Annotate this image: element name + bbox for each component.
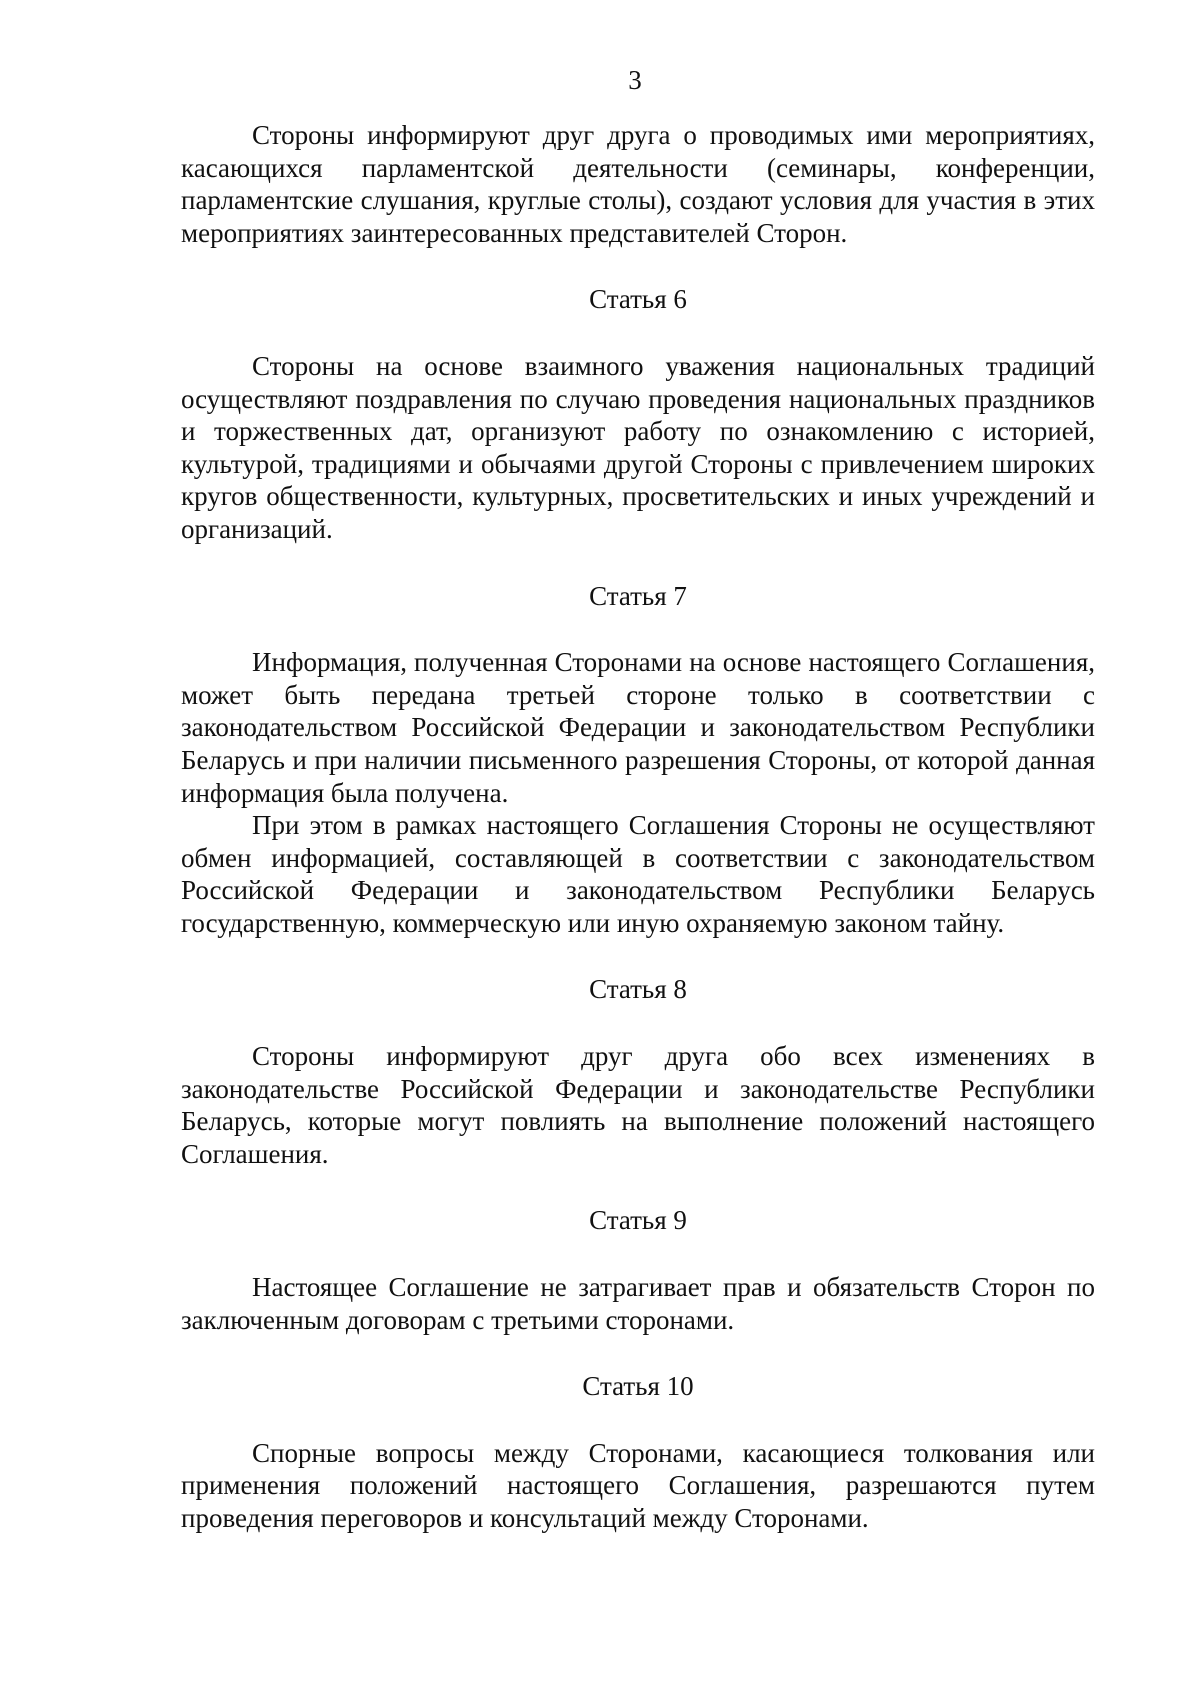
heading-article-6: Статья 6 (589, 284, 687, 315)
paragraph-article5-text: Стороны информируют друг друга о проводимых ими мероприятиях, касающихся парламентской деятельности (семинары, конференции, парламентские слушания, круглые столы), создают условия для участия в этих мероприятиях заинтересованных представителей Сторон. (181, 120, 1095, 248)
paragraph-article7-text-1: Информация, полученная Сторонами на основе настоящего Соглашения, может быть передана третьей стороне только в соответствии с законодательством Российской Федерации и законодательством Республики Беларусь и при наличии письменного разрешения Стороны, от которой данная информация была получена. (181, 647, 1095, 808)
heading-article-10: Статья 10 (582, 1371, 694, 1402)
paragraph-article10-text: Спорные вопросы между Сторонами, касающиеся толкования или применения положений настоящего Соглашения, разрешаются путем проведения переговоров и консультаций между Сторонами. (181, 1437, 1095, 1533)
document-body (181, 119, 1095, 1535)
paragraph-article8-text: Стороны информируют друг друга обо всех изменениях в законодательстве Российской Федерации и законодательстве Республики Беларусь, которые могут повлиять на выполнение положений настоящего Соглашения. (181, 1041, 1095, 1169)
page-number: 3 (628, 65, 642, 95)
heading-article-9: Статья 9 (589, 1205, 687, 1236)
paragraph-article6-text: Стороны на основе взаимного уважения национальных традиций осуществляют поздравления по случаю проведения национальных праздников и торжественных дат, организуют работу по ознакомлению с историей, культурой, традициями и обычаями другой Стороны с привлечением широких кругов общественности, культурных, просветительских и иных учреждений и организаций. (181, 350, 1095, 544)
paragraph-article7-text-2: При этом в рамках настоящего Соглашения Стороны не осуществляют обмен информацией, составляющей в соответствии с законодательством Российской Федерации и законодательством Республики Беларусь государственную, коммерческую или иную охраняемую законом тайну. (181, 810, 1095, 938)
heading-article-7: Статья 7 (589, 580, 687, 611)
heading-article-8: Статья 8 (589, 974, 687, 1005)
paragraph-article9-text: Настоящее Соглашение не затрагивает прав и обязательств Сторон по заключенным договорам с третьими сторонами. (181, 1272, 1095, 1335)
